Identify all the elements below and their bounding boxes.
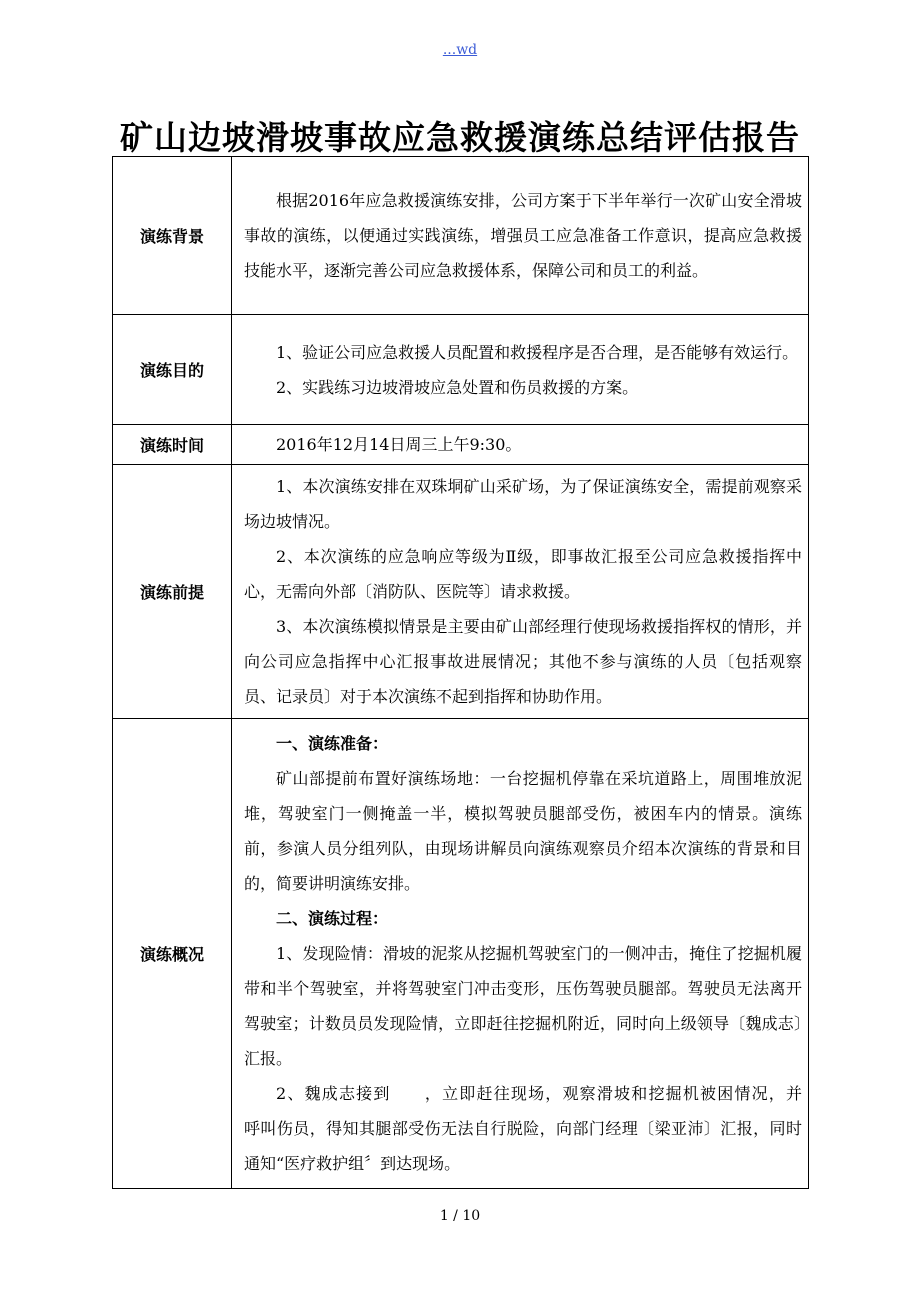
paragraph: 2、实践练习边坡滑坡应急处置和伤员救援的方案。 xyxy=(276,377,639,397)
report-table xyxy=(112,156,835,1189)
row-background xyxy=(113,157,809,315)
page-number: 1 / 10 xyxy=(439,1208,481,1224)
paragraph: 2、本次演练的应急响应等级为Ⅱ级，即事故汇报至公司应急救援指挥中心，无需向外部〔消防队、医院等〕请求救援。 xyxy=(244,547,802,601)
header-mark: ...wd xyxy=(442,42,478,58)
document-title: 矿山边坡滑坡事故应急救援演练总结评估报告 xyxy=(120,118,800,157)
row-content xyxy=(232,425,809,465)
paragraph: 根据2016年应急救援演练安排，公司方案于下半年举行一次矿山安全滑坡事故的演练，以便通过实践演练，增强员工应急准备工作意识，提高应急救援技能水平，逐渐完善公司应急救援体系，保障公司和员工的利益。 xyxy=(244,191,802,280)
row-label: 演练目的 xyxy=(113,315,232,425)
paragraph: 2016年12月14日周三上午9:30。 xyxy=(276,435,522,454)
row-premise xyxy=(113,465,809,719)
row-label: 演练时间 xyxy=(113,425,232,465)
row-label: 演练概况 xyxy=(113,719,232,1189)
paragraph: 1、发现险情：滑坡的泥浆从挖掘机驾驶室门的一侧冲击，掩住了挖掘机履带和半个驾驶室，并将驾驶室门冲击变形，压伤驾驶员腿部。驾驶员无法离开驾驶室；计数员员发现险情，立即赶往挖掘机附近，同时向上级领导〔魏成志〕 汇报。 xyxy=(244,944,835,1068)
row-content xyxy=(232,157,809,315)
section-title-process: 二、演练过程： xyxy=(276,909,389,928)
row-time xyxy=(113,425,809,465)
row-purpose xyxy=(113,315,809,425)
paragraph: 1、本次演练安排在双珠垌矿山采矿场，为了保证演练安全，需提前观察采场边坡情况。 xyxy=(244,477,802,531)
paragraph: 2、魏成志接到 ，立即赶往现场，观察滑坡和挖掘机被困情况，并 呼叫伤员，得知其腿部受伤无法自行脱险，向部门经理〔梁亚沛〕汇报，同时通知“医疗救护组〞到达现场。 xyxy=(244,1084,835,1173)
row-overview xyxy=(113,719,809,1189)
paragraph: 1、验证公司应急救援人员配置和救援程序是否合理，是否能够有效运行。 xyxy=(276,342,799,362)
row-label: 演练前提 xyxy=(113,465,232,719)
row-content xyxy=(232,719,835,1189)
section-title-preparation: 一、演练准备： xyxy=(276,734,389,753)
paragraph: 3、本次演练模拟情景是主要由矿山部经理行使现场救援指挥权的情形，并向公司应急指挥中心汇报事故进展情况；其他不参与演练的人员〔包括观察员、记录员〕对于本次演练不起到指挥和协助作用。 xyxy=(244,617,802,706)
paragraph: 矿山部提前布置好演练场地：一台挖掘机停靠在采坑道路上，周围堆放泥堆，驾驶室门一侧掩盖一半，模拟驾驶员腿部受伤，被困车内的情景。演练前，参演人员分组列队，由现场讲解员向演练观察员介绍本次演练的背景和目的，简要讲明演练安排。 xyxy=(244,769,802,893)
row-content xyxy=(232,465,809,719)
row-content xyxy=(232,315,809,425)
row-label: 演练背景 xyxy=(113,157,232,315)
